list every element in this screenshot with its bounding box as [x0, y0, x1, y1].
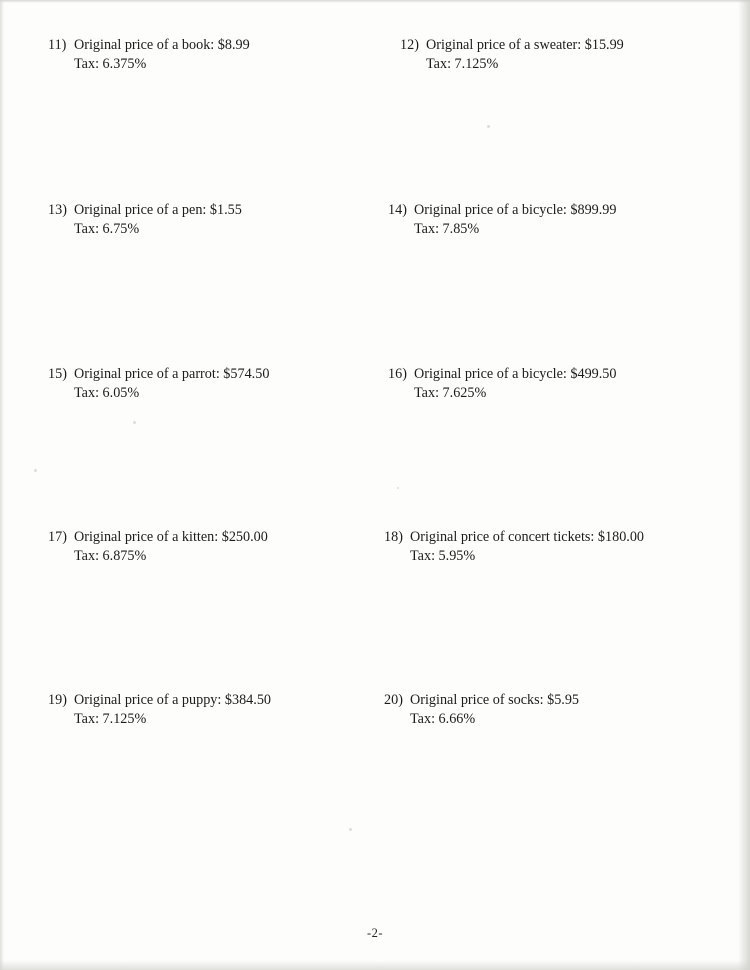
problem-tax: Tax: 6.875% [74, 548, 147, 564]
problem-number: 17) [48, 529, 67, 545]
problem-number: 11) [48, 37, 67, 53]
page-number: -2- [366, 926, 384, 940]
problem-prompt: Original price of a pen: $1.55 [74, 202, 242, 218]
problem-tax: Tax: 5.95% [410, 548, 476, 564]
problem-tax: Tax: 6.66% [410, 711, 476, 727]
problem-line-prompt [48, 528, 268, 547]
problem-item [48, 691, 271, 729]
problem-line-prompt [400, 36, 624, 55]
problem-item [48, 528, 268, 566]
problem-line-prompt [48, 691, 271, 710]
problem-line-prompt [384, 528, 644, 547]
problem-number: 19) [48, 692, 67, 708]
problem-line-prompt [388, 201, 617, 220]
problem-prompt: Original price of socks: $5.95 [410, 692, 580, 708]
problem-item [384, 528, 644, 566]
problem-prompt: Original price of a bicycle: $899.99 [414, 202, 617, 218]
problem-item [400, 36, 624, 74]
problem-line-prompt [48, 36, 250, 55]
problem-number: 18) [384, 529, 403, 545]
problem-item [48, 365, 269, 403]
problem-line-prompt [48, 365, 269, 384]
problem-number: 15) [48, 366, 67, 382]
problem-prompt: Original price of a book: $8.99 [74, 37, 250, 53]
problem-number: 14) [388, 202, 407, 218]
problem-item [48, 201, 242, 239]
problem-prompt: Original price of concert tickets: $180.00 [410, 529, 645, 545]
problem-line-prompt [388, 365, 617, 384]
problem-number: 20) [384, 692, 403, 708]
problem-prompt: Original price of a bicycle: $499.50 [414, 366, 617, 382]
problem-prompt: Original price of a sweater: $15.99 [426, 37, 624, 53]
problem-tax: Tax: 6.05% [74, 385, 140, 401]
problem-prompt: Original price of a parrot: $574.50 [74, 366, 270, 382]
problem-item [48, 36, 250, 74]
problem-tax: Tax: 6.375% [74, 56, 147, 72]
problem-number: 12) [400, 37, 419, 53]
problem-item [388, 365, 617, 403]
problem-tax: Tax: 7.625% [414, 385, 487, 401]
problem-prompt: Original price of a kitten: $250.00 [74, 529, 268, 545]
problem-line-prompt [384, 691, 579, 710]
problem-item [384, 691, 579, 729]
problem-tax: Tax: 6.75% [74, 221, 140, 237]
problem-tax: Tax: 7.125% [74, 711, 147, 727]
problem-line-prompt [48, 201, 242, 220]
problem-number: 16) [388, 366, 407, 382]
problem-number: 13) [48, 202, 67, 218]
problem-item [388, 201, 617, 239]
problem-tax: Tax: 7.85% [414, 221, 480, 237]
problem-tax: Tax: 7.125% [426, 56, 499, 72]
problem-prompt: Original price of a puppy: $384.50 [74, 692, 272, 708]
